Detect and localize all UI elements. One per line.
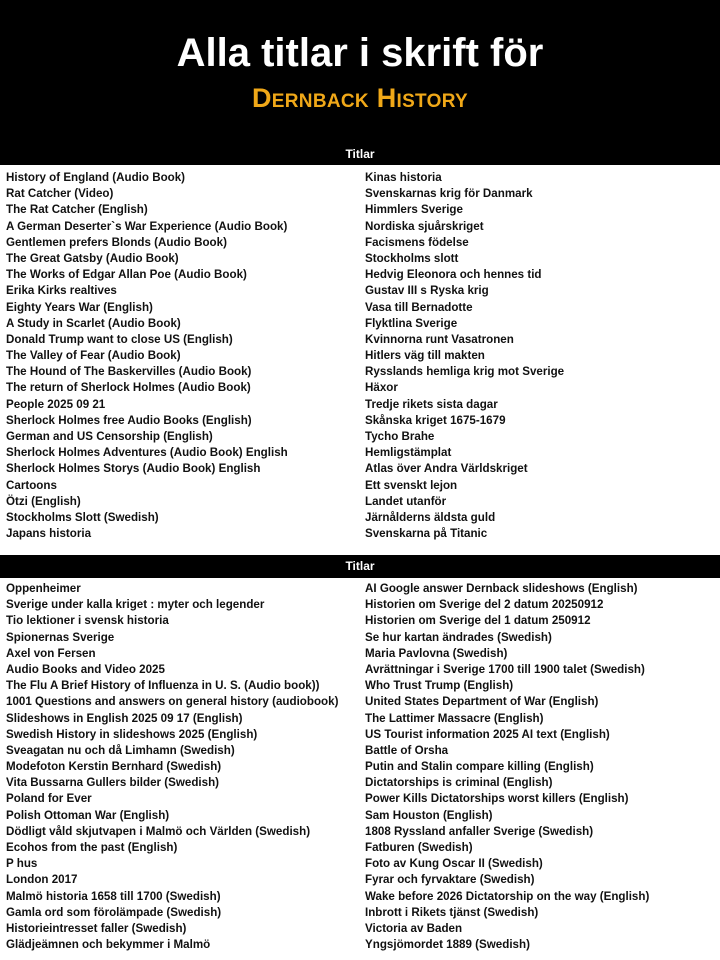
title-link[interactable]: People 2025 09 21 bbox=[6, 397, 106, 411]
title-link[interactable]: A German Deserter`s War Experience (Audio Book) bbox=[6, 219, 288, 233]
page-title: Alla titlar i skrift för bbox=[176, 31, 544, 75]
title-link[interactable]: Who Trust Trump (English) bbox=[365, 679, 514, 693]
section-1-left-list bbox=[6, 170, 356, 542]
title-link[interactable]: United States Department of War (English) bbox=[365, 695, 599, 709]
title-link[interactable]: Ecohos from the past (English) bbox=[6, 841, 178, 854]
title-link[interactable]: Cartoons bbox=[6, 478, 57, 492]
title-link[interactable]: Ett svenskt lejon bbox=[365, 478, 458, 492]
title-link[interactable]: Glädjeämnen och bekymmer i Malmö bbox=[6, 938, 211, 952]
title-link[interactable]: Foto av Kung Oscar II (Swedish) bbox=[365, 857, 543, 871]
title-link[interactable]: Hitlers väg till makten bbox=[365, 349, 485, 363]
title-link[interactable]: Malmö historia 1658 till 1700 (Swedish) bbox=[6, 889, 221, 903]
title-link[interactable]: Axel von Fersen bbox=[6, 646, 96, 660]
title-link[interactable]: Yngsjömordet 1889 (Swedish) bbox=[365, 938, 530, 952]
title-link[interactable]: Victoria av Baden bbox=[365, 921, 463, 935]
title-link[interactable]: Gustav III s Ryska krig bbox=[365, 284, 489, 298]
title-link[interactable]: Ötzi (English) bbox=[6, 494, 81, 508]
title-link[interactable]: Oppenheimer bbox=[6, 582, 81, 595]
title-link[interactable]: The Works of Edgar Allan Poe (Audio Book) bbox=[6, 268, 247, 282]
title-link[interactable]: Fyrar och fyrvaktare (Swedish) bbox=[365, 873, 535, 887]
title-link[interactable]: Poland for Ever bbox=[6, 792, 92, 806]
title-link[interactable]: Sam Houston (English) bbox=[365, 808, 493, 822]
title-link[interactable]: The return of Sherlock Holmes (Audio Book) bbox=[6, 381, 251, 395]
title-link[interactable]: Dictatorships is criminal (English) bbox=[365, 776, 553, 790]
title-link[interactable]: Swedish History in slideshows 2025 (English) bbox=[6, 727, 258, 741]
title-link[interactable]: Sveagatan nu och då Limhamn (Swedish) bbox=[6, 743, 235, 757]
title-link[interactable]: Sherlock Holmes Adventures (Audio Book) English bbox=[6, 446, 288, 460]
title-link[interactable]: Tio lektioner i svensk historia bbox=[6, 614, 169, 628]
title-link[interactable]: Historieintresset faller (Swedish) bbox=[6, 921, 187, 935]
section-2-right-list bbox=[365, 581, 717, 953]
page-header bbox=[0, 0, 720, 163]
title-link[interactable]: Sherlock Holmes Storys (Audio Book) English bbox=[6, 462, 261, 476]
title-link[interactable]: Gentlemen prefers Blonds (Audio Book) bbox=[6, 235, 227, 249]
title-link[interactable]: 1808 Ryssland anfaller Sverige (Swedish) bbox=[365, 824, 594, 838]
title-link[interactable]: Inbrott i Rikets tjänst (Swedish) bbox=[365, 905, 539, 919]
title-link[interactable]: Se hur kartan ändrades (Swedish) bbox=[365, 630, 552, 644]
section-1-heading: Titlar bbox=[0, 143, 720, 165]
title-link[interactable]: Flyktlina Sverige bbox=[365, 316, 458, 330]
title-link[interactable]: Sverige under kalla kriget : myter och legender bbox=[6, 598, 265, 612]
title-link[interactable]: Wake before 2026 Dictatorship on the way (English) bbox=[365, 889, 650, 903]
title-link[interactable]: Battle of Orsha bbox=[365, 743, 449, 757]
title-link[interactable]: Slideshows in English 2025 09 17 (English) bbox=[6, 711, 243, 725]
title-link[interactable]: Putin and Stalin compare killing (English) bbox=[365, 760, 594, 774]
title-link[interactable]: Kinas historia bbox=[365, 171, 442, 184]
title-link[interactable]: Spionernas Sverige bbox=[6, 630, 115, 644]
title-link[interactable]: Tycho Brahe bbox=[365, 430, 435, 443]
title-link[interactable]: Gamla ord som förolämpade (Swedish) bbox=[6, 905, 222, 919]
title-link[interactable]: Rat Catcher (Video) bbox=[6, 187, 114, 201]
section-2-heading: Titlar bbox=[0, 555, 720, 578]
title-link[interactable]: Maria Pavlovna (Swedish) bbox=[365, 646, 508, 660]
section-2-left-list bbox=[6, 581, 358, 953]
title-link[interactable]: Atlas över Andra Världskriget bbox=[365, 462, 528, 476]
title-link[interactable]: A Study in Scarlet (Audio Book) bbox=[6, 316, 181, 330]
title-link[interactable]: The Valley of Fear (Audio Book) bbox=[6, 349, 181, 363]
title-link[interactable]: Hedvig Eleonora och hennes tid bbox=[365, 268, 542, 282]
title-link[interactable]: Vita Bussarna Gullers bilder (Swedish) bbox=[6, 776, 220, 790]
title-link[interactable]: Modefoton Kerstin Bernhard (Swedish) bbox=[6, 760, 222, 774]
title-link[interactable]: 1001 Questions and answers on general history (audiobook) bbox=[6, 695, 339, 709]
title-link[interactable]: The Lattimer Massacre (English) bbox=[365, 711, 544, 725]
title-link[interactable]: Skånska kriget 1675-1679 bbox=[365, 413, 506, 427]
title-link[interactable]: Landet utanför bbox=[365, 494, 447, 508]
title-link[interactable]: Sherlock Holmes free Audio Books (English) bbox=[6, 413, 252, 427]
title-link[interactable]: Historien om Sverige del 2 datum 20250912 bbox=[365, 598, 604, 612]
title-link[interactable]: Stockholms slott bbox=[365, 251, 459, 265]
title-link[interactable]: History of England (Audio Book) bbox=[6, 171, 186, 184]
title-link[interactable]: Facismens födelse bbox=[365, 235, 469, 249]
title-link[interactable]: Rysslands hemliga krig mot Sverige bbox=[365, 365, 565, 379]
title-link[interactable]: The Great Gatsby (Audio Book) bbox=[6, 251, 179, 265]
title-link[interactable]: Historien om Sverige del 1 datum 250912 bbox=[365, 614, 591, 628]
title-link[interactable]: Kvinnorna runt Vasatronen bbox=[365, 332, 514, 346]
title-link[interactable]: Avrättningar i Sverige 1700 till 1900 talet (Swedish) bbox=[365, 662, 645, 676]
title-link[interactable]: US Tourist information 2025 AI text (English) bbox=[365, 727, 610, 741]
title-link[interactable]: The Flu A Brief History of Influenza in U. S. (Audio book)) bbox=[6, 679, 320, 693]
section-1-right-list bbox=[365, 170, 715, 542]
title-link[interactable]: Dödligt våld skjutvapen i Malmö och Världen (Swedish) bbox=[6, 824, 311, 838]
title-link[interactable]: Stockholms Slott (Swedish) bbox=[6, 510, 159, 524]
title-link[interactable]: Svenskarnas krig för Danmark bbox=[365, 187, 533, 201]
title-link[interactable]: Hemligstämplat bbox=[365, 446, 452, 460]
title-link[interactable]: Tredje rikets sista dagar bbox=[365, 397, 498, 411]
title-link[interactable]: Donald Trump want to close US (English) bbox=[6, 332, 233, 346]
title-link[interactable]: Power Kills Dictatorships worst killers (English) bbox=[365, 792, 629, 806]
title-link[interactable]: Japans historia bbox=[6, 527, 92, 541]
title-link[interactable]: Häxor bbox=[365, 381, 398, 395]
title-link[interactable]: The Hound of The Baskervilles (Audio Book) bbox=[6, 365, 252, 379]
title-link[interactable]: Eighty Years War (English) bbox=[6, 300, 153, 314]
title-link[interactable]: Järnålderns äldsta guld bbox=[365, 510, 496, 524]
title-link[interactable]: The Rat Catcher (English) bbox=[6, 203, 148, 217]
title-link[interactable]: Vasa till Bernadotte bbox=[365, 300, 473, 314]
title-link[interactable]: Nordiska sjuårskriget bbox=[365, 219, 484, 233]
title-link[interactable]: Polish Ottoman War (English) bbox=[6, 808, 170, 822]
title-link[interactable]: Fatburen (Swedish) bbox=[365, 841, 473, 854]
title-link[interactable]: Erika Kirks realtives bbox=[6, 284, 117, 298]
title-link[interactable]: Himmlers Sverige bbox=[365, 203, 463, 217]
title-link[interactable]: Audio Books and Video 2025 bbox=[6, 662, 165, 676]
title-link[interactable]: London 2017 bbox=[6, 873, 78, 887]
page-subtitle: Dernback History bbox=[252, 83, 468, 113]
title-link[interactable]: German and US Censorship (English) bbox=[6, 430, 213, 443]
title-link[interactable]: P hus bbox=[6, 857, 38, 871]
title-link[interactable]: Svenskarna på Titanic bbox=[365, 527, 488, 541]
title-link[interactable]: AI Google answer Dernback slideshows (English) bbox=[365, 582, 638, 595]
